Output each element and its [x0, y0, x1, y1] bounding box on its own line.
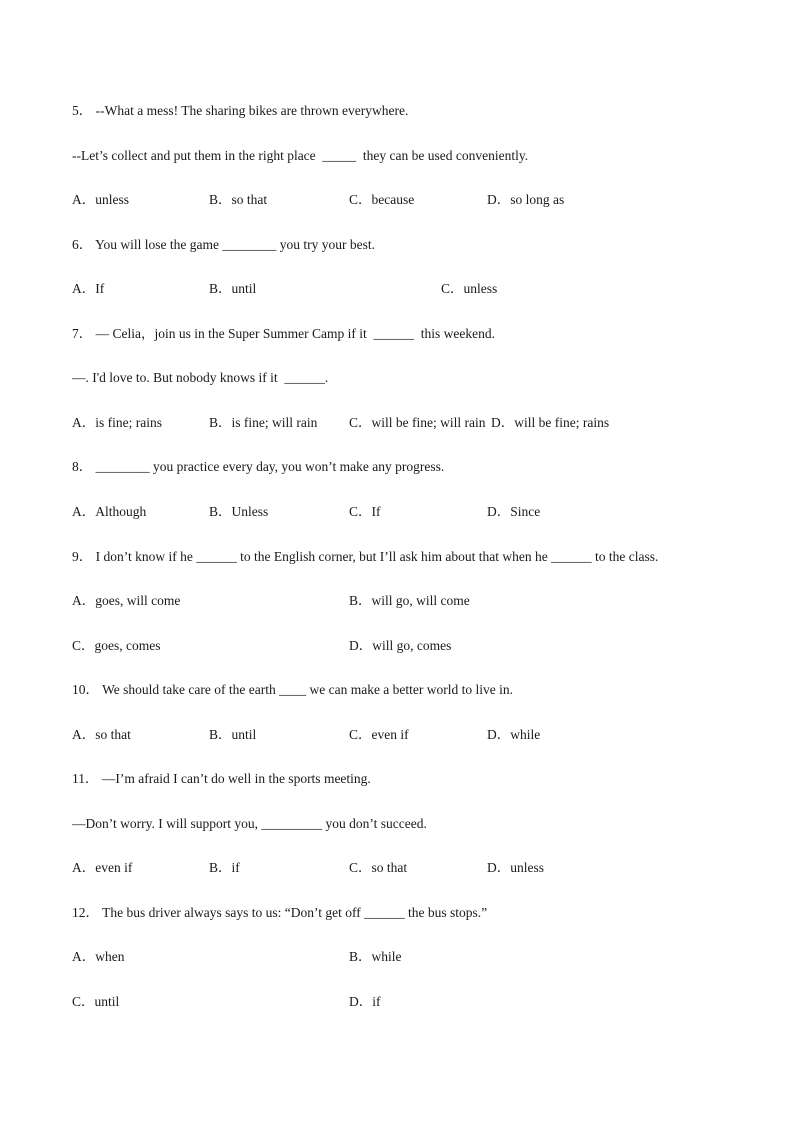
question-9-stem: [72, 549, 658, 565]
question-11-stem: [72, 771, 371, 787]
option-a: A．even if: [72, 860, 133, 875]
option-b: B．is fine; will rain: [209, 415, 318, 430]
option-a: A．so that: [72, 727, 131, 742]
question-6-stem: [72, 237, 375, 253]
option-a: A．goes, will come: [72, 593, 181, 608]
option-d: D．unless: [487, 860, 544, 875]
question-number: 5．: [72, 103, 93, 118]
question-text: ________ you practice every day, you won’t make any progress.: [95, 459, 445, 474]
option-d: D．so long as: [487, 192, 565, 207]
option-d: D．will be fine; rains: [491, 415, 610, 430]
question-number: 7．: [72, 326, 93, 341]
option-b: B．so that: [209, 192, 268, 207]
question-text: We should take care of the earth ____ we can make a better world to live in.: [102, 682, 514, 697]
option-b: B．until: [209, 727, 257, 742]
question-number: 11．: [72, 771, 99, 786]
option-c: C．goes, comes: [72, 638, 161, 653]
question-number: 10．: [72, 682, 99, 697]
question-number: 12．: [72, 905, 99, 920]
option-d: D．while: [487, 727, 541, 742]
option-b: B．will go, will come: [349, 593, 470, 608]
question-8-stem: [72, 459, 444, 475]
option-b: B．if: [209, 860, 240, 875]
option-a: A．If: [72, 281, 105, 296]
question-number: 6．: [72, 237, 93, 252]
question-7-line-2: —. I'd love to. But nobody knows if it ______.: [72, 370, 329, 385]
option-c: C．will be fine; will rain: [349, 415, 486, 430]
question-number: 9．: [72, 549, 93, 564]
question-7-stem: [72, 326, 495, 342]
question-text: The bus driver always says to us: “Don’t get off ______ the bus stops.”: [102, 905, 488, 920]
option-a: A．Although: [72, 504, 147, 519]
option-c: C．unless: [441, 281, 498, 296]
question-12-stem: [72, 905, 487, 921]
option-c: C．so that: [349, 860, 408, 875]
option-a: A．unless: [72, 192, 129, 207]
question-10-stem: [72, 682, 513, 698]
question-text: --What a mess! The sharing bikes are thrown everywhere.: [95, 103, 409, 118]
question-text: —I’m afraid I can’t do well in the sports meeting.: [101, 771, 371, 786]
option-c: C．until: [72, 994, 120, 1009]
option-a: A．is fine; rains: [72, 415, 162, 430]
option-a: A．when: [72, 949, 125, 964]
option-c: C．because: [349, 192, 415, 207]
question-text: I don’t know if he ______ to the English corner, but I’ll ask him about that when he ______ to the class.: [95, 549, 659, 564]
option-d: D．Since: [487, 504, 541, 519]
option-d: D．will go, comes: [349, 638, 452, 653]
question-text: You will lose the game ________ you try your best.: [95, 237, 375, 252]
option-b: B．Unless: [209, 504, 269, 519]
option-b: B．until: [209, 281, 257, 296]
option-c: C．even if: [349, 727, 409, 742]
question-11-line-2: —Don’t worry. I will support you, _________ you don’t succeed.: [72, 816, 427, 831]
option-b: B．while: [349, 949, 402, 964]
question-number: 8．: [72, 459, 93, 474]
question-text: — Celia，join us in the Super Summer Camp if it ______ this weekend.: [95, 326, 495, 341]
question-5-stem: [72, 103, 408, 119]
option-d: D．if: [349, 994, 381, 1009]
option-c: C．If: [349, 504, 381, 519]
question-5-line-2: --Let’s collect and put them in the right place _____ they can be used conveniently.: [72, 148, 529, 163]
